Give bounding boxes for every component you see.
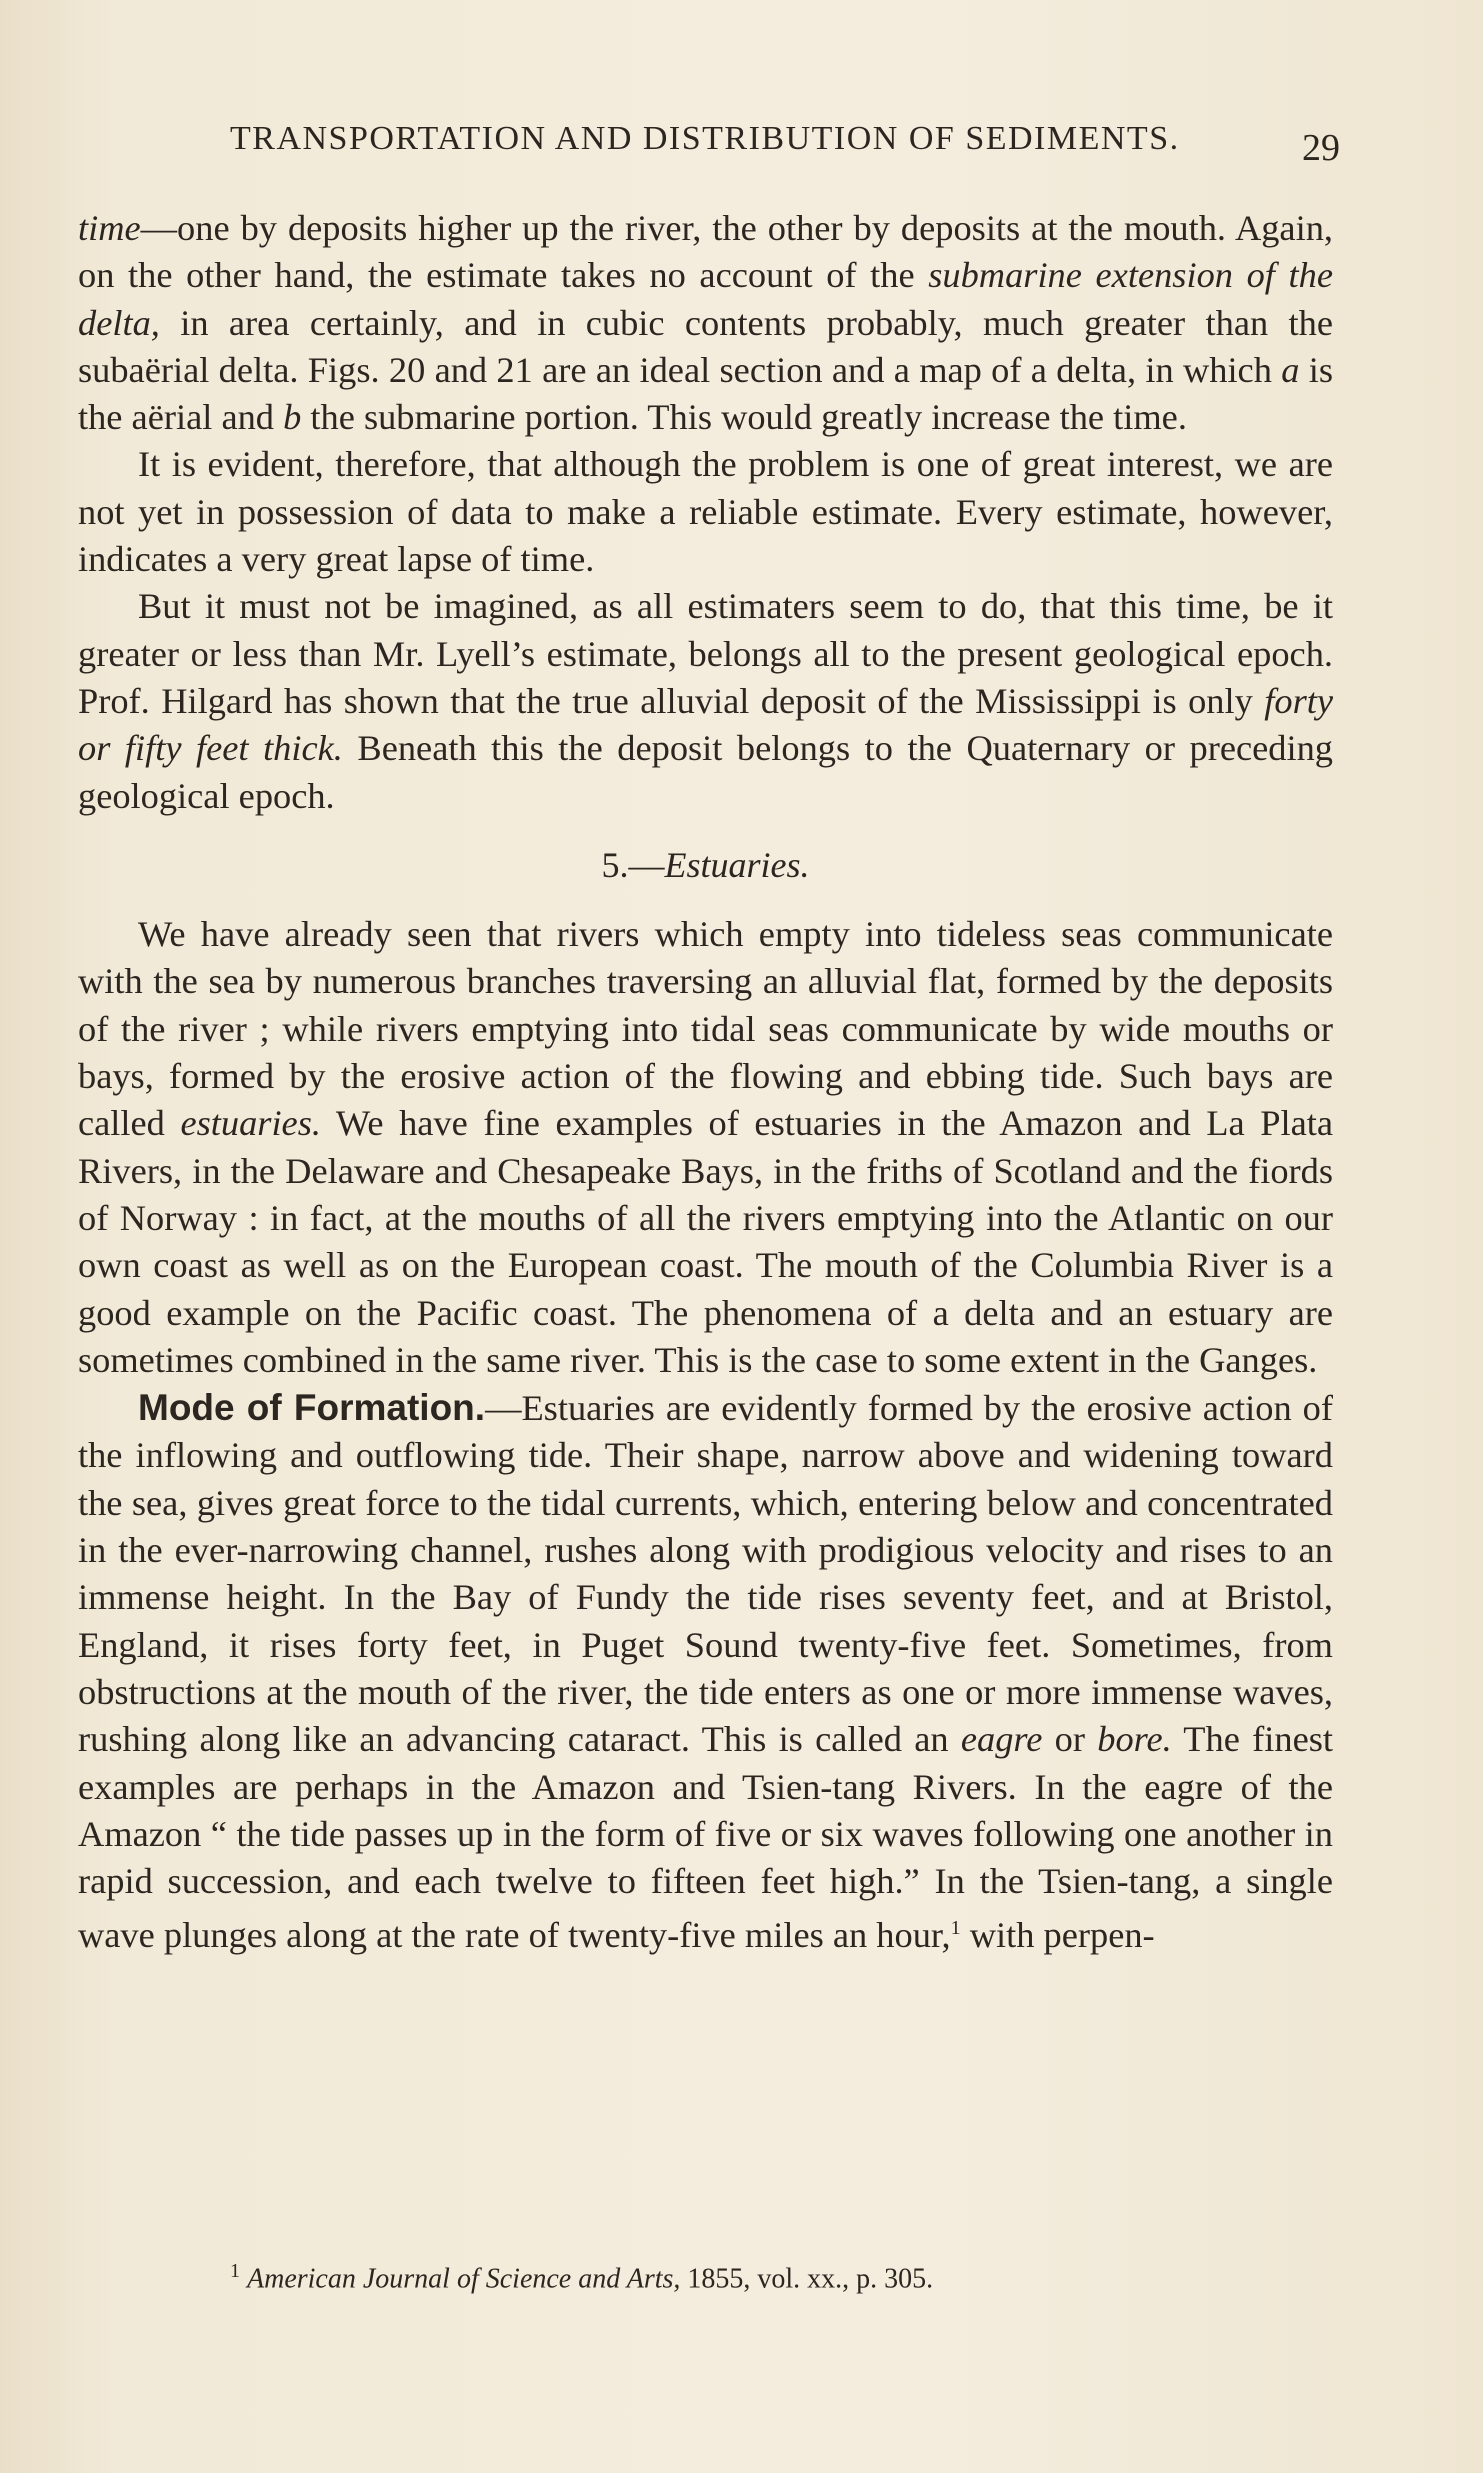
italic-a: a — [1281, 349, 1300, 390]
text: But it must not be imagined, as all estimaters seem to do, that this time, be it greater or less than Mr. Lyell’s estimate, belongs all to the present geological epoch. Prof. Hilgard has shown that the true alluvial deposit of the Mississippi is only — [78, 586, 1333, 721]
italic-estuaries: estuaries. — [180, 1103, 321, 1144]
text: or — [1042, 1719, 1098, 1760]
run-in-heading: Mode of Formation. — [138, 1387, 486, 1429]
text: —Estuaries are evidently formed by the erosive action of the inflowing and outflowing tide. Their shape, narrow above and widening toward the sea, gives great force to the tidal currents, which, entering below and concentrated in the ever-narrowing channel, rushes along with prodigious velocity and rises to an immense height. In the Bay of Fundy the tide rises seventy feet, and at Bristol, England, it rises forty feet, in Puget Sound twenty-five feet. Sometimes, from obstructions at the mouth of the river, the tide enters as one or more immense waves, rushing along like an advancing cataract. This is called an — [78, 1388, 1333, 1760]
text: with perpen- — [960, 1915, 1155, 1956]
italic-time: time — [78, 208, 141, 248]
italic-forty-fifty: forty or fifty feet thick. — [78, 680, 1333, 769]
footnote-journal: American Journal of Science and Arts, — [247, 2263, 681, 2295]
footnote-reference: 1 — [950, 1917, 961, 1940]
footnote-marker: 1 — [230, 2260, 240, 2282]
footnote — [230, 2260, 1230, 2295]
page-number: 29 — [1302, 127, 1340, 169]
text: —one by deposits higher up the river, the other by deposits at the mouth. Again, on the other hand, the estimate takes no account of the — [78, 208, 1333, 296]
italic-eagre: eagre — [960, 1719, 1043, 1760]
running-head: TRANSPORTATION AND DISTRIBUTION OF SEDIMENTS. — [230, 120, 1180, 157]
section-heading — [78, 842, 1333, 889]
text: Beneath this the deposit belongs to the Quaternary or preceding geological epoch. — [78, 728, 1333, 816]
italic-bore: bore. — [1097, 1719, 1172, 1760]
paragraph-mode-of-formation — [78, 1384, 1333, 1960]
page-body — [78, 205, 1333, 1960]
footnote-text: 1855, vol. xx., p. 305. — [680, 2263, 934, 2295]
italic-submarine-extension: submarine extension of the delta, — [78, 255, 1333, 343]
section-number: 5.— — [601, 844, 665, 885]
text: the submarine portion. This would greatly increase the time. — [301, 397, 1187, 438]
paragraph-geological-epoch — [78, 583, 1333, 819]
text: is the aërial and — [78, 349, 1333, 438]
page-header — [230, 110, 1340, 170]
text: The finest examples are perhaps in the Amazon and Tsien-tang Rivers. In the eagre of the Amazon “ the tide passes up in the form of five or six waves following one another in rapid succession, and each twelve to fifteen feet high.” In the Tsien-tang, a single wave plunges along at the rate of twenty-five miles an hour, — [78, 1719, 1334, 1956]
text: We have already seen that rivers which empty into tideless seas communicate with the sea by numerous branches traversing an alluvial flat, formed by the deposits of the river ; while rivers emptying into tidal seas communicate by wide mouths or bays, formed by the erosive action of the flowing and ebbing tide. Such bays are called — [78, 914, 1333, 1144]
paragraph-delta-estimate — [78, 205, 1333, 441]
text: We have fine examples of estuaries in the Amazon and La Plata Rivers, in the Delaware and Chesapeake Bays, in the friths of Scotland and the fiords of Norway : in fact, at the mouths of all the rivers emptying into the Atlantic on our own coast as well as on the European coast. The mouth of the Columbia River is a good example on the Pacific coast. The phenomena of a delta and an estuary are sometimes combined in the same river. This is the case to some extent in the Ganges. — [78, 1103, 1333, 1380]
paragraph-evident: It is evident, therefore, that although the problem is one of great interest, we are not yet in possession of data to make a reliable estimate. Every estimate, however, indicates a very great lapse of time. — [78, 444, 1333, 580]
section-title: Estuaries. — [664, 844, 810, 885]
text: in area certainly, and in cubic contents probably, much greater than the subaërial delta. Figs. 20 and 21 are an ideal section and a map of a delta, in which — [78, 302, 1333, 390]
paragraph-estuaries — [78, 911, 1333, 1384]
italic-b: b — [283, 397, 302, 438]
